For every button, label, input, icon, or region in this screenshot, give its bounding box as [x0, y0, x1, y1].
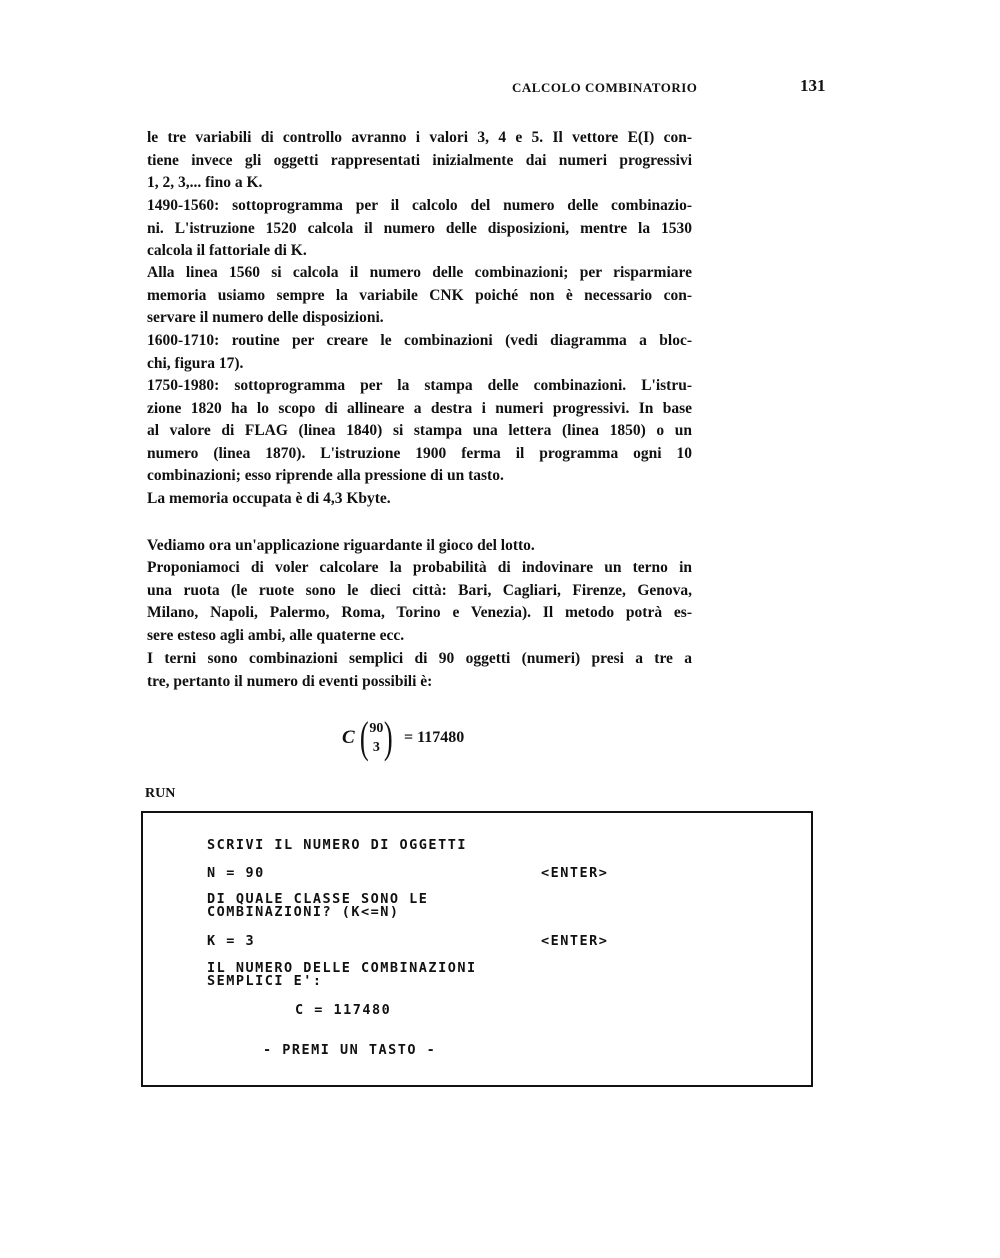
text-line: servare il numero delle disposizioni.	[147, 309, 384, 326]
text-line: I terni sono combinazioni semplici di 90 oggetti (numeri) presi a tre a	[147, 650, 692, 667]
text-line: chi, figura 17).	[147, 354, 244, 372]
text-line: tre, pertanto il numero di eventi possibili è:	[147, 672, 433, 690]
right-paren: )	[384, 713, 394, 762]
text-line: sere esteso agli ambi, alle quaterne ecc.	[147, 626, 405, 644]
binomial-coefficient	[369, 719, 383, 757]
paragraph-line-1560	[147, 262, 692, 330]
binomial-top: 90	[369, 721, 384, 736]
text-line: 1490-1560: sottoprogramma per il calcolo del numero delle combinazio-	[147, 197, 692, 214]
text-line: le tre variabili di controllo avranno i valori 3, 4 e 5. Il vettore E(I) con-	[147, 129, 692, 146]
formula-result: = 117480	[404, 729, 465, 746]
left-paren: (	[359, 713, 369, 762]
binomial-bottom: 3	[372, 740, 380, 755]
input-n: N = 90	[207, 865, 265, 881]
result-line-2: SEMPLICI E':	[207, 973, 323, 989]
paragraph-subroutine-1490	[147, 195, 692, 263]
result-value: C = 117480	[295, 1002, 392, 1018]
text-line: Alla linea 1560 si calcola il numero delle combinazioni; per risparmiare	[147, 264, 692, 281]
input-k: K = 3	[207, 933, 256, 949]
paragraph-lotto-intro	[147, 535, 692, 558]
press-key-prompt: - PREMI UN TASTO -	[263, 1042, 437, 1058]
result-line-1: IL NUMERO DELLE COMBINAZIONI	[207, 960, 477, 976]
paragraph-terni	[147, 648, 692, 693]
text-line: La memoria occupata è di 4,3 Kbyte.	[147, 490, 391, 507]
terminal-screen	[141, 811, 813, 1087]
text-line: 1750-1980: sottoprogramma per la stampa delle combinazioni. L'istru-	[147, 377, 692, 394]
prompt-class-line-2: COMBINAZIONI? (K<=N)	[207, 904, 400, 920]
text-line: al valore di FLAG (linea 1840) si stampa una lettera (linea 1850) o un	[147, 422, 692, 439]
text-line: una ruota (le ruote sono le dieci città: Bari, Cagliari, Firenze, Genova,	[147, 581, 692, 599]
text-line: calcola il fattoriale di K.	[147, 242, 307, 259]
enter-key-2: <ENTER>	[541, 933, 609, 949]
text-line: memoria usiamo sempre la variabile CNK poiché non è necessario con-	[147, 286, 692, 304]
text-line: combinazioni; esso riprende alla pressione di un tasto.	[147, 467, 504, 484]
text-line: 1, 2, 3,... fino a K.	[147, 174, 263, 191]
text-line: Milano, Napoli, Palermo, Roma, Torino e Venezia). Il metodo potrà es-	[147, 604, 692, 621]
text-line: tiene invece gli oggetti rappresentati inizialmente dai numeri progressivi	[147, 151, 692, 169]
prompt-objects: SCRIVI IL NUMERO DI OGGETTI	[207, 837, 467, 853]
text-line: Vediamo ora un'applicazione riguardante il gioco del lotto.	[147, 537, 535, 554]
chapter-title: CALCOLO COMBINATORIO	[512, 80, 698, 95]
text-line: 1600-1710: routine per creare le combinazioni (vedi diagramma a bloc-	[147, 332, 692, 349]
paragraph-subroutine-1750	[147, 375, 692, 488]
text-line: ni. L'istruzione 1520 calcola il numero delle disposizioni, mentre la 1530	[147, 219, 692, 237]
paragraph-routine-1600	[147, 330, 692, 375]
run-label: RUN	[145, 786, 176, 801]
text-line: numero (linea 1870). L'istruzione 1900 ferma il programma ogni 10	[147, 444, 692, 462]
paragraph-memory	[147, 488, 692, 511]
text-line: Proponiamoci di voler calcolare la probabilità di indovinare un terno in	[147, 559, 692, 576]
prompt-class-line-1: DI QUALE CLASSE SONO LE	[207, 891, 429, 907]
paragraph-vector-description	[147, 127, 692, 195]
paragraph-lotto-probability	[147, 557, 692, 647]
binomial-formula	[342, 713, 465, 762]
enter-key-1: <ENTER>	[541, 865, 609, 881]
page-number: 131	[800, 76, 826, 95]
text-line: zione 1820 ha lo scopo di allineare a destra i numeri progressivi. In base	[147, 399, 692, 417]
formula-symbol: C	[342, 727, 355, 748]
